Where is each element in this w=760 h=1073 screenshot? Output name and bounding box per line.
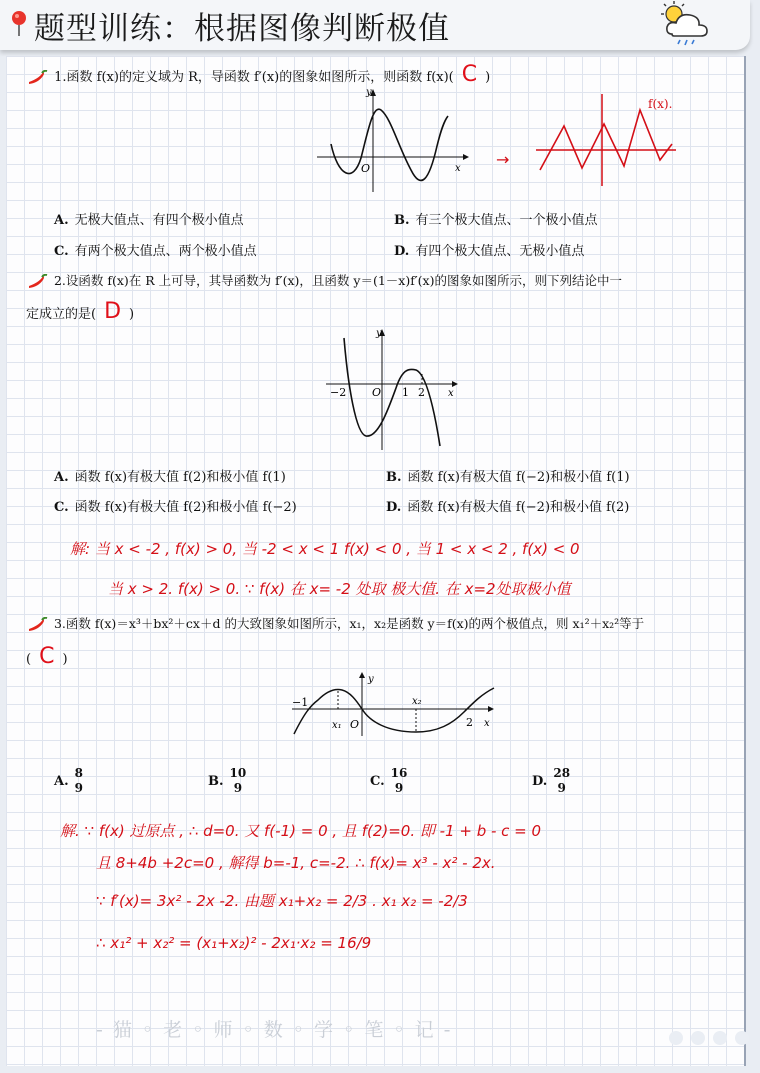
q1-arrow: → xyxy=(496,150,510,169)
question-2-answer: D xyxy=(104,299,122,324)
page-title: 题型训练：根据图像判断极值 xyxy=(34,11,450,47)
q3-solution-line1: 解. ∵ f(x) 过原点 , ∴ d=0. 又 f(-1) = 0 , 且 f(2)=0. 即 -1 + b - c = 0 xyxy=(60,822,542,840)
q1-option-c[interactable]: C. 有两个极大值点、两个极小值点 xyxy=(54,244,257,259)
q2-graph xyxy=(322,326,462,454)
q3-option-d-num: 28 xyxy=(553,766,571,780)
question-2-close: ) xyxy=(129,307,135,322)
q1-option-a-text: 无极大值点、有四个极小值点 xyxy=(74,213,244,228)
q3-tick-x2: x₂ xyxy=(412,696,422,707)
q1-origin-label: O xyxy=(361,162,371,175)
q3-tick-minus1: −1 xyxy=(292,696,309,709)
question-1-text: 1.函数 f(x)的定义域为 R，导函数 f′(x)的图象如图所示，则函数 f(x)( xyxy=(54,70,454,85)
question-3-text-line2: ( xyxy=(26,652,32,667)
q1-option-a[interactable]: A. 无极大值点、有四个极小值点 xyxy=(54,213,244,228)
q3-graph xyxy=(288,670,500,740)
map-pin-icon xyxy=(8,8,30,38)
question-3-stem-line2 xyxy=(26,644,68,669)
q3-option-d[interactable]: D.28 9 xyxy=(532,766,571,795)
q3-option-c-den: 9 xyxy=(394,781,404,795)
q3-option-c-num: 16 xyxy=(390,766,408,780)
q3-option-b-den: 9 xyxy=(233,781,243,795)
q3-option-b-num: 10 xyxy=(229,766,247,780)
q3-tick-x1: x₁ xyxy=(332,720,342,731)
q3-solution-line3: ∵ f′(x)= 3x² - 2x -2. 由题 x₁+x₂ = 2/3 . x₁ x₂ = -2/3 xyxy=(96,892,468,910)
q2-tick-1: 1 xyxy=(402,386,409,399)
q2-solution-line2: 当 x > 2. f(x) > 0. ∵ f(x) 在 x= -2 处取 极大值. 在 x=2处取极小值 xyxy=(108,580,571,598)
q2-option-a-text: 函数 f(x)有极大值 f(2)和极小值 f(1) xyxy=(74,470,286,485)
q2-option-d[interactable]: D. 函数 f(x)有极大值 f(−2)和极小值 f(2) xyxy=(386,500,630,515)
q2-option-b[interactable]: B. 函数 f(x)有极大值 f(−2)和极小值 f(1) xyxy=(386,470,630,485)
q3-tick-2: 2 xyxy=(466,716,473,729)
question-3-stem xyxy=(26,614,644,633)
grid-paper xyxy=(6,56,746,1066)
question-2-text-line1: 2.设函数 f(x)在 R 上可导，其导函数为 f′(x)，且函数 y＝(1－x)f′(x)的图象如图所示，则下列结论中一 xyxy=(53,273,622,288)
q2-option-d-text: 函数 f(x)有极大值 f(−2)和极小值 f(2) xyxy=(407,500,630,515)
chili-pepper-icon xyxy=(26,70,48,86)
q3-option-a-num: 8 xyxy=(74,766,83,780)
q3-solution-line2: 且 8+4b +2c=0 , 解得 b=-1, c=-2. ∴ f(x)= x³ - x² - 2x. xyxy=(96,854,496,872)
q3-solution-line4: ∴ x₁² + x₂² = (x₁+x₂)² - 2x₁·x₂ = 16/9 xyxy=(96,934,372,952)
q3-option-d-den: 9 xyxy=(557,781,566,795)
more-dots-icon[interactable] xyxy=(664,1018,754,1058)
q1-option-b-text: 有三个极大值点、一个极小值点 xyxy=(415,213,598,228)
question-3-close: ) xyxy=(62,652,68,667)
q2-tick-2: 2 xyxy=(418,386,425,399)
question-2-stem xyxy=(26,271,622,290)
q2-option-b-text: 函数 f(x)有极大值 f(−2)和极小值 f(1) xyxy=(407,470,630,485)
q3-option-c[interactable]: C.16 9 xyxy=(370,766,408,795)
question-3-answer: C xyxy=(39,644,55,669)
q1-sketch-f-graph xyxy=(536,88,686,192)
q1-option-d-text: 有四个极大值点、无极小值点 xyxy=(415,244,585,259)
chili-pepper-icon xyxy=(26,274,48,290)
title-bar xyxy=(0,0,750,50)
q2-solution-line1: 解: 当 x < -2 , f(x) > 0, 当 -2 < x < 1 f(x) < 0 , 当 1 < x < 2 , f(x) < 0 xyxy=(70,540,580,558)
q1-sketch-label: f(x). xyxy=(648,97,673,111)
q2-tick-minus2: −2 xyxy=(330,386,347,399)
watermark: - 猫 ◦ 老 ◦ 师 ◦ 数 ◦ 学 ◦ 笔 ◦ 记 - xyxy=(96,1019,453,1041)
q2-option-a[interactable]: A. 函数 f(x)有极大值 f(2)和极小值 f(1) xyxy=(54,470,286,485)
q2-option-c-text: 函数 f(x)有极大值 f(2)和极小值 f(−2) xyxy=(74,500,297,515)
q1-x-label: x xyxy=(455,163,461,174)
q1-option-c-text: 有两个极大值点、两个极小值点 xyxy=(74,244,257,259)
q3-y-label: y xyxy=(368,674,374,685)
q3-option-a-den: 9 xyxy=(74,781,83,795)
question-1-stem xyxy=(26,62,490,87)
q2-x-label: x xyxy=(448,388,454,399)
question-1-answer: C xyxy=(461,62,478,87)
q1-option-b[interactable]: B. 有三个极大值点、一个极小值点 xyxy=(394,213,598,228)
q3-origin-label: O xyxy=(350,718,360,731)
q2-option-c[interactable]: C. 函数 f(x)有极大值 f(2)和极小值 f(−2) xyxy=(54,500,297,515)
question-3-text-line1: 3.函数 f(x)＝x³＋bx²＋cx＋d 的大致图象如图所示，x₁，x₂是函数 y＝f(x)的两个极值点，则 x₁²＋x₂²等于 xyxy=(53,616,645,631)
q1-derivative-graph xyxy=(313,86,473,196)
q1-y-label: y xyxy=(366,87,372,98)
question-2-text-line2: 定成立的是( xyxy=(26,307,97,322)
question-2-stem-line2 xyxy=(26,299,134,324)
q3-x-label: x xyxy=(484,718,490,729)
q2-origin-label: O xyxy=(372,386,382,399)
chili-pepper-icon xyxy=(26,617,48,633)
weather-cloud-sun-rain-icon xyxy=(652,0,718,50)
question-1-close: ) xyxy=(485,70,491,85)
q2-y-label: y xyxy=(376,328,382,339)
q1-option-d[interactable]: D. 有四个极大值点、无极小值点 xyxy=(394,244,585,259)
q3-option-a[interactable]: A.8 9 xyxy=(54,766,83,795)
q3-option-b[interactable]: B.10 9 xyxy=(208,766,247,795)
